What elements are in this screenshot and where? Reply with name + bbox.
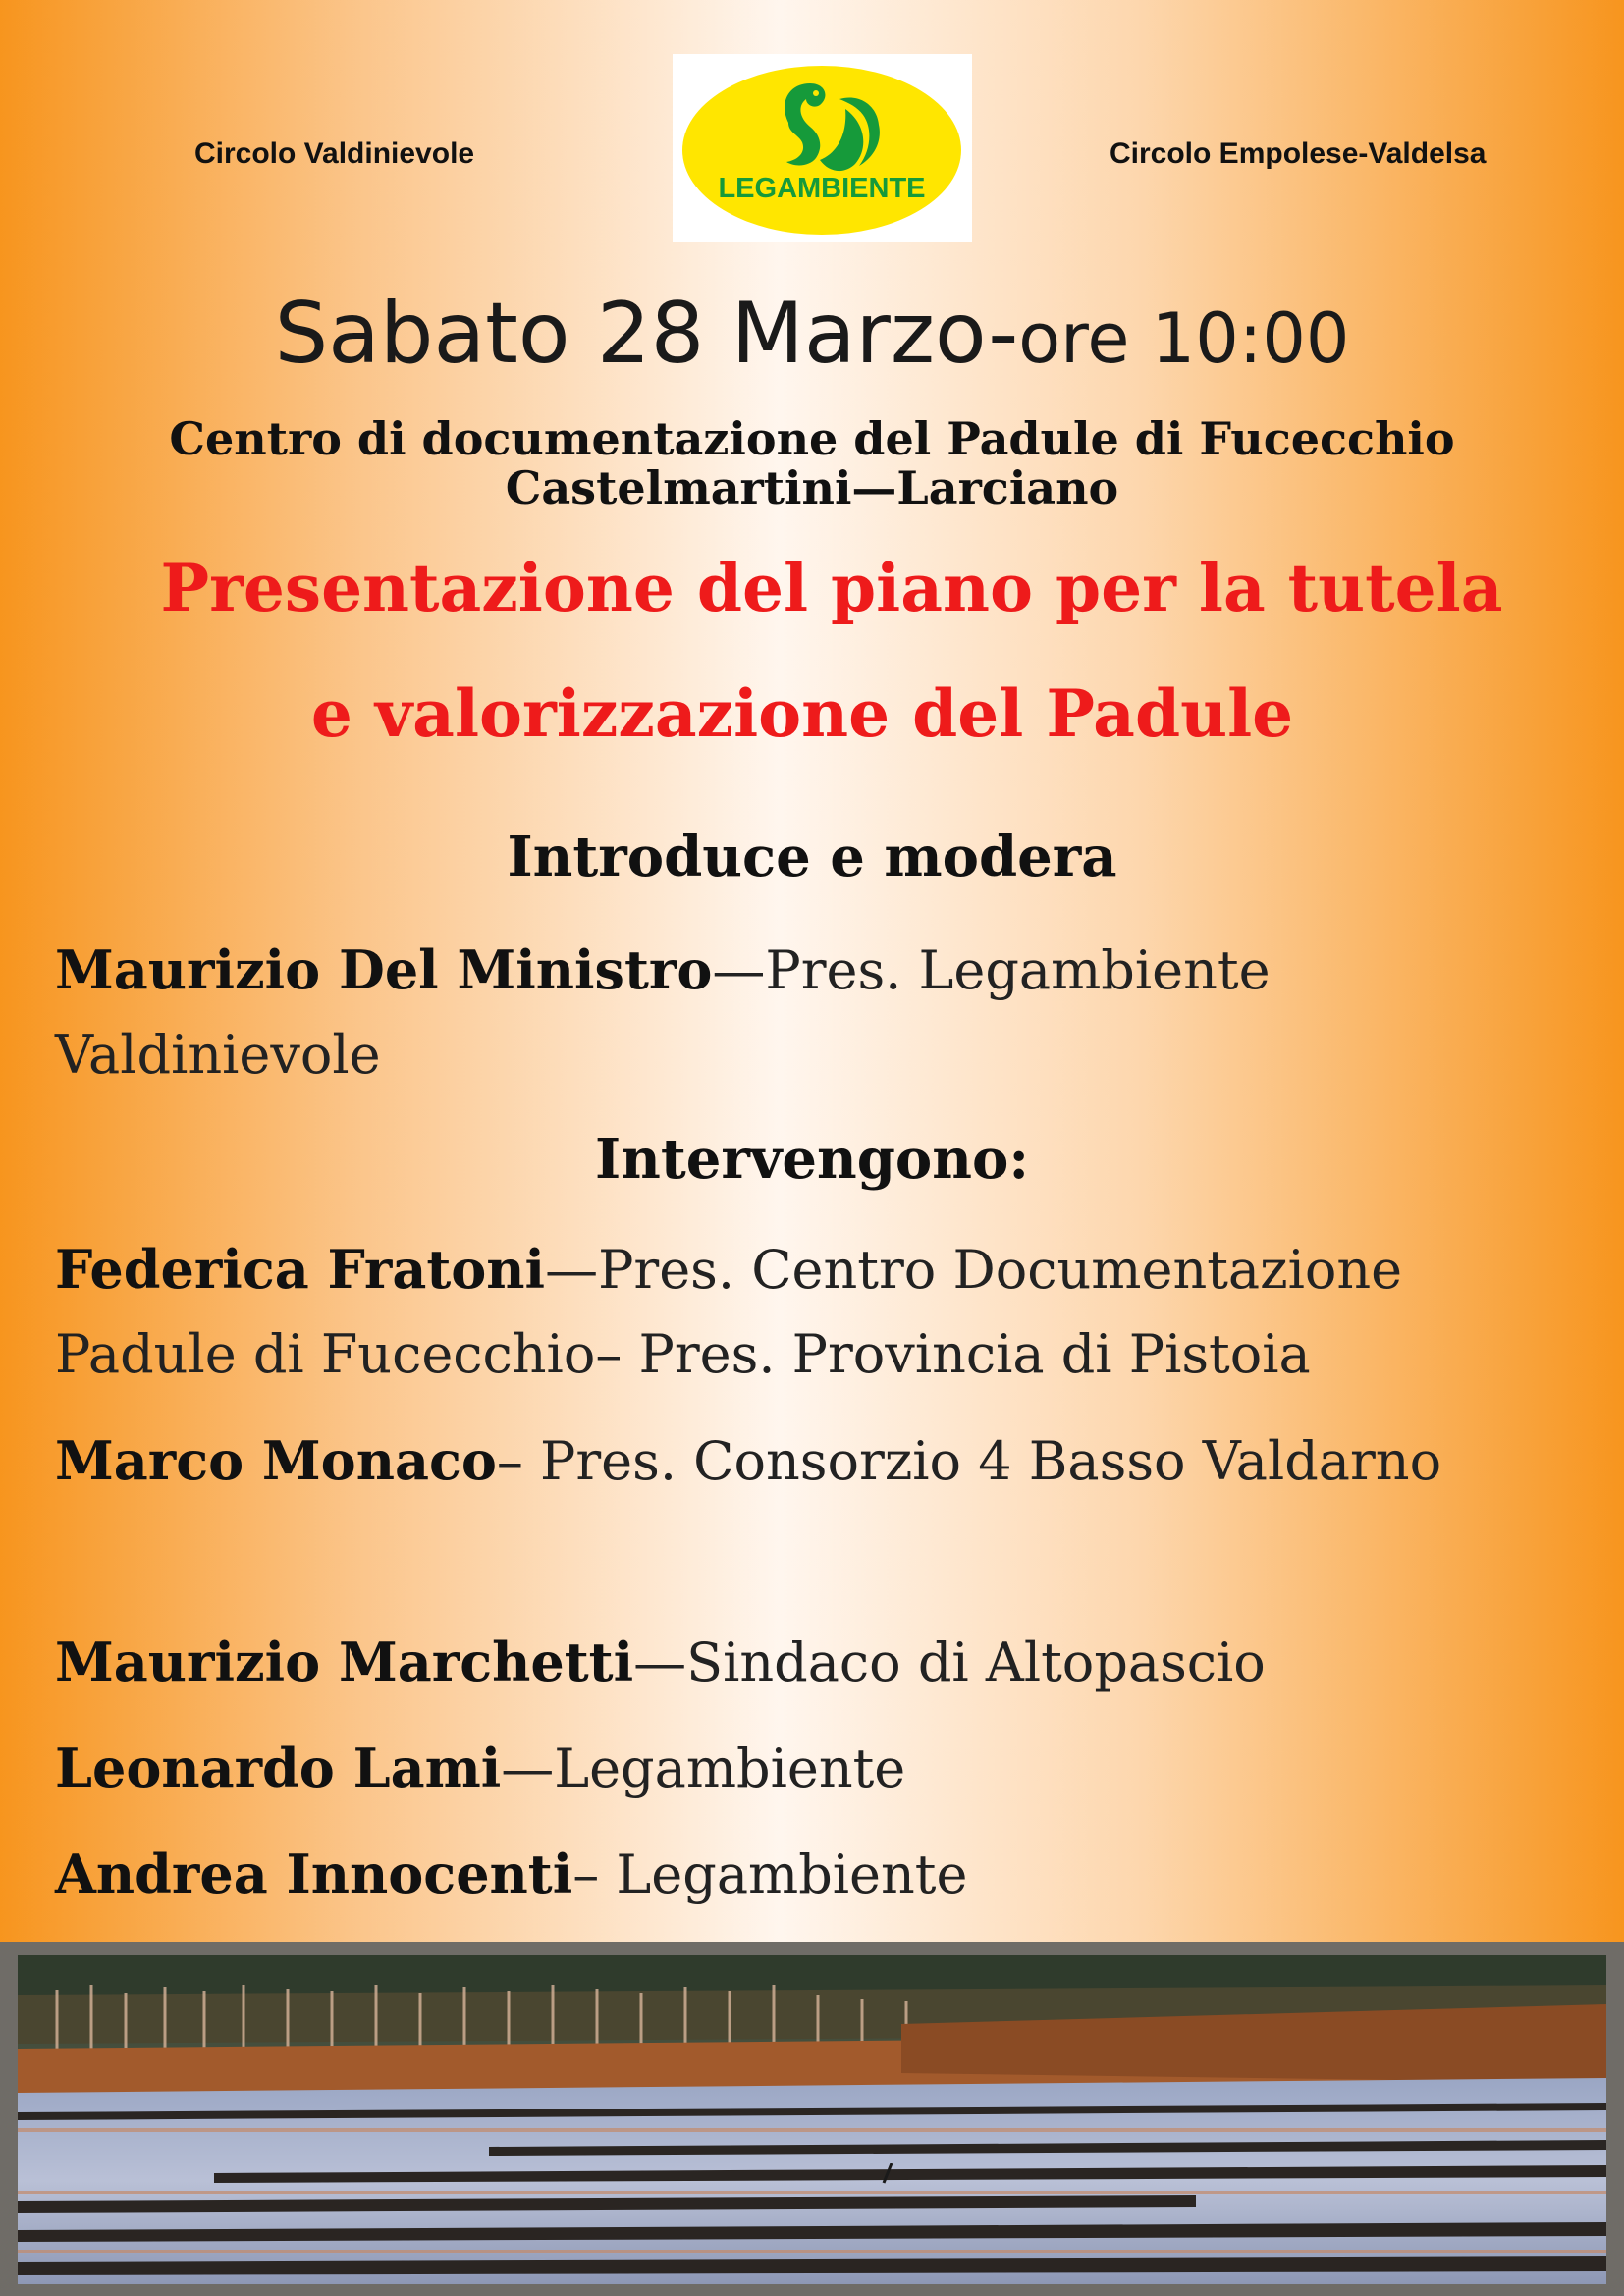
- event-time: ore 10:00: [1018, 298, 1350, 379]
- speaker-entry: [55, 1726, 1587, 1811]
- speaker-name: Marco Monaco: [55, 1429, 497, 1492]
- speaker-role: – Pres. Consorzio 4 Basso Valdarno: [496, 1430, 1442, 1492]
- moderator-name: Maurizio Del Ministro: [55, 938, 713, 1001]
- speaker-entry: [55, 1418, 1587, 1504]
- speaker-name: Federica Fratoni: [55, 1238, 546, 1301]
- logo-wordmark: LEGAMBIENTE: [718, 173, 926, 204]
- speaker-name: Andrea Innocenti: [55, 1842, 573, 1905]
- speaker-entry: [55, 1832, 1587, 1917]
- marsh-landscape-image: [18, 1955, 1606, 2284]
- venue-location: Castelmartini—Larciano: [505, 461, 1119, 514]
- event-date-time: [0, 285, 1624, 383]
- event-title-line1: Presentazione del piano per la tutela: [160, 550, 1503, 626]
- speaker-name: Leonardo Lami: [55, 1736, 502, 1799]
- speaker-name: Maurizio Marchetti: [55, 1630, 634, 1693]
- speaker-entry: [55, 1620, 1587, 1705]
- moderator-entry: [55, 928, 1587, 1097]
- speaker-role: —Legambiente: [501, 1737, 906, 1799]
- circolo-valdinievole-label: Circolo Valdinievole: [194, 137, 475, 170]
- event-title-line2: e valorizzazione del Padule: [310, 675, 1294, 752]
- speaker-entry: [55, 1227, 1587, 1397]
- event-date-dash: -: [988, 285, 1019, 383]
- marsh-landscape-photo: [18, 1955, 1606, 2284]
- speakers-heading: Intervengono:: [594, 1127, 1030, 1192]
- speaker-role: – Legambiente: [572, 1843, 968, 1905]
- speaker-role: —Pres. Centro Documentazione Padule di Fucecchio– Pres. Provincia di Pistoia: [55, 1239, 1403, 1385]
- legambiente-logo-graphic: [673, 54, 972, 242]
- marsh-photo-frame: [0, 1942, 1624, 2296]
- circolo-empolese-label: Circolo Empolese-Valdelsa: [1110, 137, 1487, 170]
- moderator-heading: Introduce e modera: [507, 825, 1117, 889]
- venue-name: Centro di documentazione del Padule di Fucecchio: [169, 412, 1455, 465]
- event-date: Sabato 28 Marzo: [274, 285, 989, 383]
- moderator-role: —Pres. Legambiente Valdinievole: [55, 939, 1271, 1086]
- legambiente-logo: [673, 54, 972, 242]
- speaker-role: —Sindaco di Altopascio: [633, 1631, 1266, 1693]
